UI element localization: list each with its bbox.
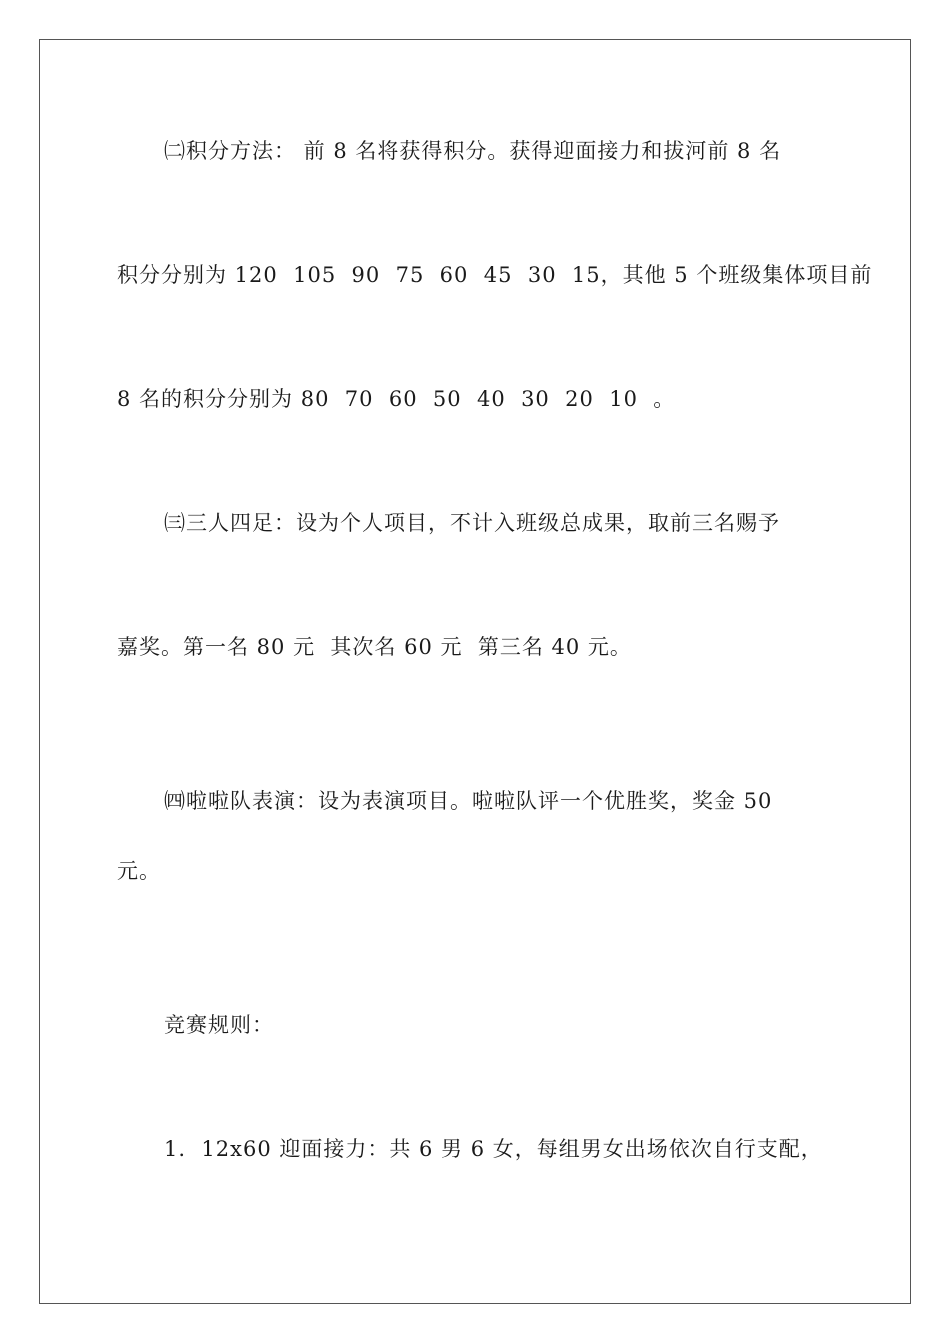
paragraph-cheerleading-line-1: ㈣啦啦队表演：设为表演项目。啦啦队评一个优胜奖，奖金 50 [164, 789, 773, 813]
paragraph-scoring-line-1: ㈡积分方法： 前 8 名将获得积分。获得迎面接力和拔河前 8 名 [164, 139, 782, 163]
paragraph-scoring-line-2: 积分分别为 120 105 90 75 60 45 30 15，其他 5 个班级集体项目前 [117, 263, 873, 287]
section-heading-rules: 竞赛规则： [164, 1013, 274, 1037]
rule-item-1: 1. 12x60 迎面接力：共 6 男 6 女，每组男女出场依次自行支配， [164, 1137, 823, 1161]
page-frame [39, 39, 911, 1304]
paragraph-three-legged-line-1: ㈢三人四足：设为个人项目，不计入班级总成果，取前三名赐予 [164, 511, 780, 535]
paragraph-cheerleading-line-2: 元。 [117, 859, 161, 883]
paragraph-three-legged-line-2: 嘉奖。第一名 80 元 其次名 60 元 第三名 40 元。 [117, 635, 632, 659]
paragraph-scoring-line-3: 8 名的积分分别为 80 70 60 50 40 30 20 10 。 [117, 387, 676, 411]
